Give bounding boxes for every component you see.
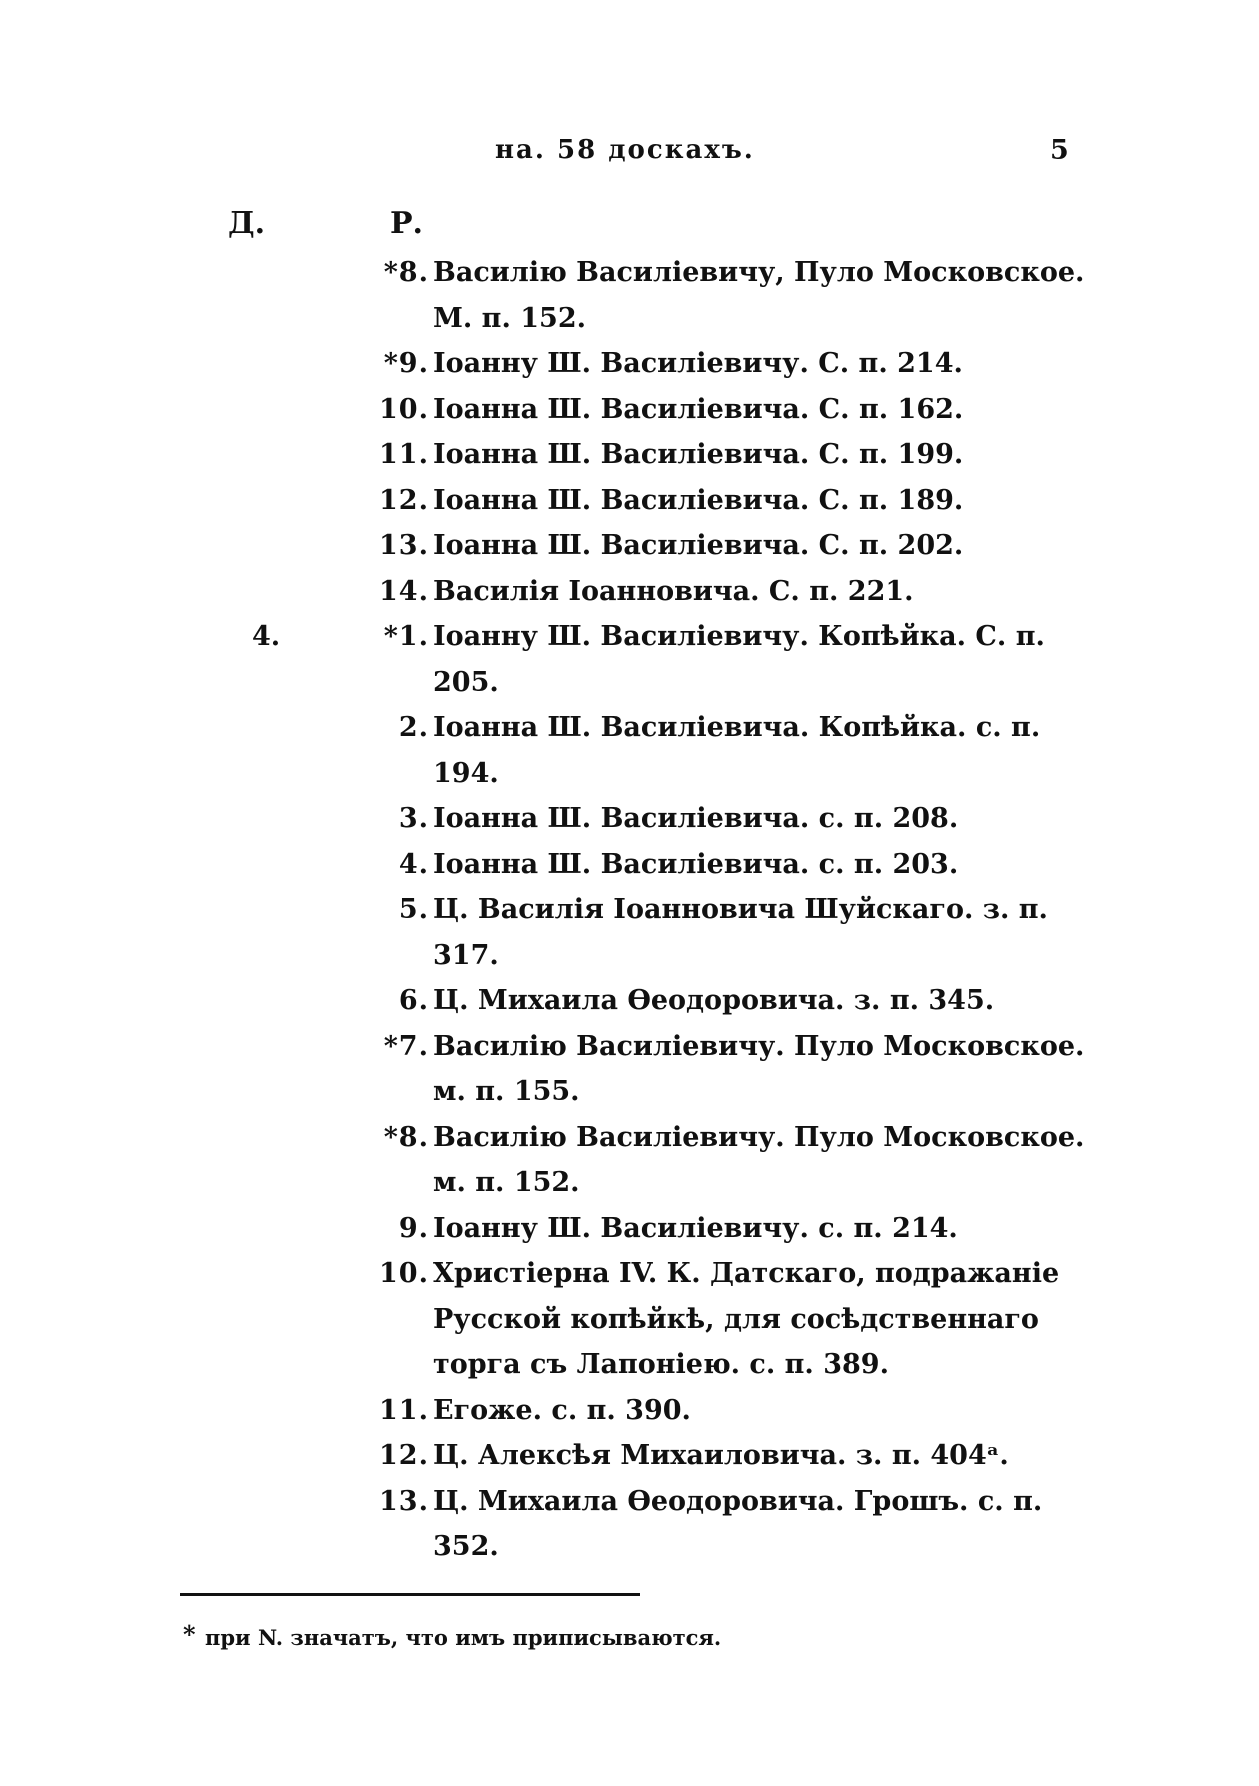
catalog-entry <box>0 250 1259 341</box>
entry-text <box>433 1251 1083 1388</box>
entry-number: *7. <box>383 1030 429 1062</box>
entry-text <box>433 387 1083 433</box>
entry-text <box>433 705 1083 796</box>
entry-number: 12. <box>379 1440 429 1471</box>
entry-number: 4. <box>398 848 429 880</box>
entry-number: 5. <box>398 894 429 925</box>
entry-text <box>433 796 1083 842</box>
footnote <box>183 1620 722 1650</box>
footnote-mark: * <box>183 1620 196 1649</box>
entry-text <box>433 1206 1083 1252</box>
catalog-entries <box>0 250 1259 1570</box>
entry-text <box>433 523 1083 569</box>
entry-line: Іоанна Ш. Василіевича. Копѣйка. с. п. <box>433 712 1041 743</box>
entry-line: Іоанна Ш. Василіевича. с. п. 208. <box>433 803 959 834</box>
catalog-entry <box>0 1024 1259 1115</box>
catalog-entry <box>0 569 1259 615</box>
catalog-entry <box>0 523 1259 569</box>
entry-line: Ц. Михаила Ѳеодоровича. Грошъ. с. п. <box>433 1485 1043 1517</box>
entry-line: Іоанну Ш. Василіевичу. Копѣйка. С. п. <box>433 621 1045 652</box>
entry-line: м. п. 155. <box>433 1076 580 1107</box>
entry-text <box>433 432 1083 478</box>
entry-line: Василію Василіевичу, Пуло Московское. <box>433 257 1085 288</box>
entry-text <box>433 887 1083 978</box>
entry-line: Василія Іоанновича. С. п. 221. <box>433 575 914 607</box>
catalog-entry <box>0 1388 1259 1434</box>
entry-number: 6. <box>398 985 429 1016</box>
page-header-title: на. 58 доскахъ. <box>495 135 755 165</box>
entry-line: Христіерна IV. К. Датскаго, подражаніе <box>433 1258 1060 1289</box>
catalog-entry <box>0 341 1259 387</box>
entry-text <box>433 1388 1083 1434</box>
entry-text <box>433 341 1083 387</box>
entry-number: 13. <box>379 530 429 561</box>
entry-number: 14. <box>379 575 429 607</box>
entry-text <box>433 569 1083 615</box>
entry-text <box>433 478 1083 524</box>
entry-number: 2. <box>398 712 429 743</box>
entry-number: 11. <box>379 1394 429 1426</box>
entry-text <box>433 250 1083 341</box>
entry-text <box>433 614 1083 705</box>
entry-text <box>433 1024 1083 1115</box>
catalog-entry <box>0 432 1259 478</box>
entry-line: Іоанна Ш. Василіевича. с. п. 203. <box>433 848 959 880</box>
entry-number: 9. <box>398 1212 429 1244</box>
entry-number: *9. <box>383 348 429 379</box>
catalog-entry <box>0 887 1259 978</box>
catalog-entry <box>0 842 1259 888</box>
entry-number: 11. <box>379 439 429 470</box>
entry-line: 352. <box>433 1531 499 1562</box>
entry-line: М. п. 152. <box>433 302 587 334</box>
entry-number: 3. <box>398 803 429 834</box>
page-number: 5 <box>1050 135 1069 166</box>
catalog-entry <box>0 387 1259 433</box>
entry-line: Ц. Михаила Ѳеодоровича. з. п. 345. <box>433 985 995 1016</box>
catalog-entry <box>0 705 1259 796</box>
entry-line: 317. <box>433 939 499 971</box>
entry-line: Ц. Алексѣя Михаиловича. з. п. 404ᵃ. <box>433 1440 1009 1471</box>
entry-number: *1. <box>383 621 429 652</box>
entry-line: 205. <box>433 666 499 698</box>
catalog-entry <box>0 1115 1259 1206</box>
entry-line: Іоанну Ш. Василіевичу. с. п. 214. <box>433 1212 958 1244</box>
entry-line: Іоанна Ш. Василіевича. С. п. 199. <box>433 439 964 470</box>
column-heading-reverse: Р. <box>390 206 424 241</box>
catalog-entry <box>0 1433 1259 1479</box>
catalog-entry <box>0 796 1259 842</box>
entry-number: 13. <box>379 1485 429 1517</box>
entry-line: Василію Василіевичу. Пуло Московское. <box>433 1030 1085 1062</box>
entry-line: Іоанна Ш. Василіевича. С. п. 162. <box>433 393 964 425</box>
footnote-text: при N. значатъ, что имъ приписываются. <box>205 1625 722 1650</box>
entry-text <box>433 1479 1083 1570</box>
entry-text <box>433 1115 1083 1206</box>
entry-number: *8. <box>383 1121 429 1153</box>
catalog-entry <box>0 1251 1259 1388</box>
entry-text <box>433 1433 1083 1479</box>
board-number: 4. <box>252 621 281 652</box>
entry-number: 10. <box>379 1258 429 1289</box>
entry-text <box>433 842 1083 888</box>
entry-number: *8. <box>383 257 429 288</box>
entry-line: Іоанна Ш. Василіевича. С. п. 202. <box>433 530 964 561</box>
catalog-entry <box>0 1206 1259 1252</box>
entry-line: Іоанну Ш. Василіевичу. С. п. 214. <box>433 348 963 379</box>
entry-number: 12. <box>379 484 429 516</box>
footnote-divider <box>180 1593 640 1596</box>
catalog-entry <box>0 614 1259 705</box>
entry-line: Іоанна Ш. Василіевича. С. п. 189. <box>433 484 964 516</box>
entry-line: торга съ Лапоніею. с. п. 389. <box>433 1349 889 1380</box>
column-heading-board: Д. <box>228 206 266 241</box>
entry-line: Василію Василіевичу. Пуло Московское. <box>433 1121 1085 1153</box>
entry-line: 194. <box>433 757 499 789</box>
entry-line: м. п. 152. <box>433 1167 580 1198</box>
entry-line: Ц. Василія Іоанновича Шуйскаго. з. п. <box>433 894 1048 925</box>
entry-number: 10. <box>379 393 429 425</box>
catalog-entry <box>0 478 1259 524</box>
entry-line: Егоже. с. п. 390. <box>433 1394 691 1426</box>
catalog-entry <box>0 978 1259 1024</box>
entry-line: Русской копѣйкѣ, для сосѣдственнаго <box>433 1303 1039 1335</box>
catalog-entry <box>0 1479 1259 1570</box>
entry-text <box>433 978 1083 1024</box>
